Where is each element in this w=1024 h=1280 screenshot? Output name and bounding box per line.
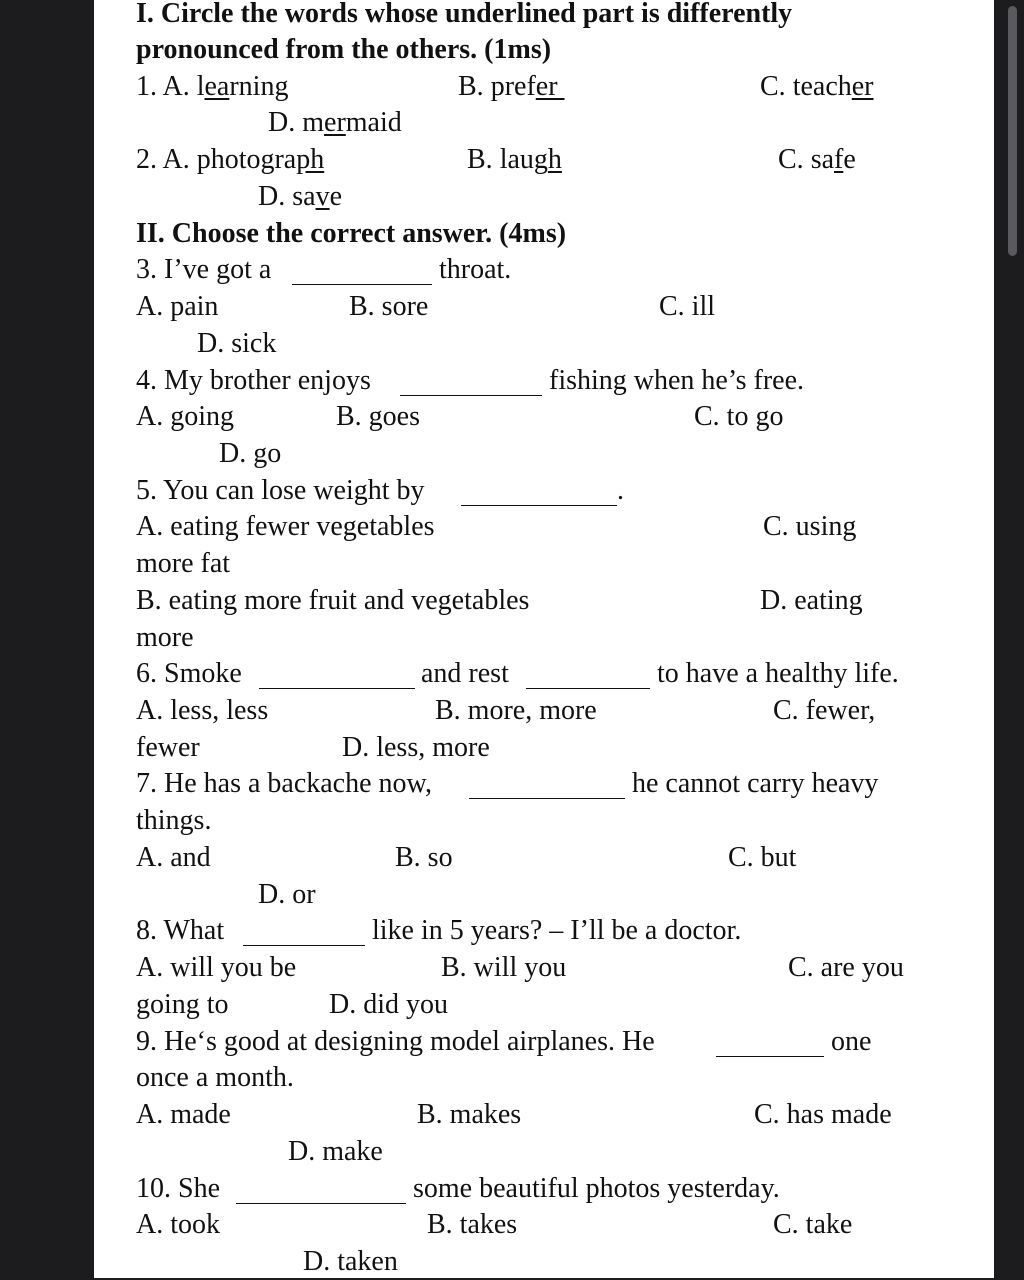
q6-option-d: D. less, more: [342, 732, 490, 763]
q5-option-d-continued: more: [136, 622, 194, 653]
q7-option-d: D. or: [258, 879, 316, 910]
q1-a-underlined: ea: [204, 71, 230, 102]
q3-answer-blank[interactable]: [292, 284, 432, 285]
q3-option-a: A. pain: [136, 291, 219, 322]
q4-option-c: C. to go: [694, 401, 784, 432]
q8-option-a: A. will you be: [136, 952, 297, 983]
q6-stem-post: to have a healthy life.: [657, 658, 899, 689]
q5-stem-post: .: [617, 475, 624, 506]
q1-c-underlined: er: [851, 71, 874, 102]
q8-stem-post: like in 5 years? – I’ll be a doctor.: [372, 915, 742, 946]
section-1-heading-line-1: I. Circle the words whose underlined part is differently: [136, 0, 793, 29]
q9-option-a: A. made: [136, 1099, 231, 1130]
q10-option-a: A. took: [136, 1209, 220, 1240]
q1-option-a: [136, 69, 288, 105]
q7-stem-continued: things.: [136, 805, 212, 836]
section-2-heading: II. Choose the correct answer. (4ms): [136, 218, 567, 249]
q10-answer-blank[interactable]: [236, 1203, 406, 1204]
q9-stem-continued: once a month.: [136, 1062, 294, 1093]
q2-d-underlined: v: [315, 181, 330, 212]
q5-option-c: C. using: [763, 511, 857, 542]
q2-c-post: e: [843, 144, 856, 175]
q3-stem-post: throat.: [439, 254, 512, 285]
q2-d-letter: D.: [258, 181, 293, 212]
q1-option-d: [268, 105, 402, 141]
q2-option-c: [778, 142, 856, 178]
q2-a-letter: A.: [162, 144, 197, 175]
q7-stem-post: he cannot carry heavy: [632, 768, 879, 799]
q8-option-b: B. will you: [441, 952, 567, 983]
q9-option-b: B. makes: [417, 1099, 522, 1130]
q2-c-letter: C.: [778, 144, 811, 175]
q5-answer-blank[interactable]: [461, 505, 617, 506]
q6-option-a: A. less, less: [136, 695, 269, 726]
q1-a-pre: l: [196, 71, 205, 102]
q3-stem-pre: 3. I’ve got a: [136, 254, 272, 285]
q8-option-c-continued: going to: [136, 989, 229, 1020]
q10-stem-pre: 10. She: [136, 1173, 220, 1204]
q3-option-d: D. sick: [197, 328, 277, 359]
q1-d-post: maid: [345, 107, 402, 138]
q4-stem-pre: 4. My brother enjoys: [136, 365, 371, 396]
q8-option-d: D. did you: [329, 989, 448, 1020]
q1-option-c: [760, 69, 874, 105]
q1-c-letter: C.: [760, 71, 793, 102]
q2-d-pre: sa: [292, 181, 316, 212]
q9-option-c: C. has made: [754, 1099, 892, 1130]
q6-option-c: C. fewer,: [773, 695, 876, 726]
q6-stem-pre: 6. Smoke: [136, 658, 242, 689]
q4-option-b: B. goes: [336, 401, 420, 432]
q2-number: 2.: [136, 144, 157, 175]
q1-number: 1.: [136, 71, 157, 102]
q9-answer-blank[interactable]: [716, 1056, 824, 1057]
q1-option-b: [458, 69, 565, 105]
q2-a-underlined: ph: [296, 144, 325, 175]
q8-answer-blank[interactable]: [243, 945, 365, 946]
q1-c-pre: teach: [792, 71, 852, 102]
q10-option-b: B. takes: [427, 1209, 518, 1240]
q2-b-underlined: h: [547, 144, 562, 175]
q5-option-d: D. eating: [760, 585, 863, 616]
scrollbar[interactable]: [1008, 6, 1017, 256]
q10-option-d: D. taken: [303, 1246, 398, 1277]
q7-stem-pre: 7. He has a backache now,: [136, 768, 432, 799]
q2-option-a: [136, 142, 324, 178]
q9-stem-pre: 9. He‘s good at designing model airplanes. He: [136, 1026, 655, 1057]
q1-a-letter: A.: [162, 71, 197, 102]
q3-option-b: B. sore: [349, 291, 429, 322]
q5-option-c-continued: more fat: [136, 548, 231, 579]
q1-a-post: rning: [229, 71, 289, 102]
q2-option-b: [467, 142, 562, 178]
q6-stem-mid: and rest: [421, 658, 509, 689]
q1-b-letter: B.: [458, 71, 491, 102]
q4-option-d: D. go: [219, 438, 282, 469]
q5-option-a: A. eating fewer vegetables: [136, 511, 435, 542]
section-1-heading-line-2: pronounced from the others. (1ms): [136, 34, 552, 65]
q7-option-c: C. but: [728, 842, 797, 873]
q5-option-b: B. eating more fruit and vegetables: [136, 585, 530, 616]
q9-stem-post: one: [831, 1026, 872, 1057]
q1-d-letter: D.: [268, 107, 303, 138]
q1-d-pre: m: [302, 107, 325, 138]
q2-b-letter: B.: [467, 144, 500, 175]
q8-option-c: C. are you: [788, 952, 904, 983]
q10-option-c: C. take: [773, 1209, 853, 1240]
q4-option-a: A. going: [136, 401, 234, 432]
q3-option-c: C. ill: [659, 291, 716, 322]
q2-c-underlined: f: [834, 144, 844, 175]
q4-answer-blank[interactable]: [400, 395, 542, 396]
q1-b-pre: pref: [490, 71, 536, 102]
q6-answer-blank-1[interactable]: [259, 688, 415, 689]
q8-stem-pre: 8. What: [136, 915, 225, 946]
q1-b-underlined: er: [535, 71, 565, 102]
q2-c-pre: sa: [810, 144, 835, 175]
q6-option-c-continued: fewer: [136, 732, 200, 763]
q4-stem-post: fishing when he’s free.: [549, 365, 805, 396]
q2-a-pre: photogra: [196, 144, 297, 175]
q6-answer-blank-2[interactable]: [526, 688, 650, 689]
q7-answer-blank[interactable]: [469, 798, 625, 799]
q2-option-d: [258, 179, 342, 215]
q9-option-d: D. make: [288, 1136, 383, 1167]
q7-option-a: A. and: [136, 842, 211, 873]
q1-d-underlined: er: [324, 107, 346, 138]
q7-option-b: B. so: [395, 842, 453, 873]
q10-stem-post: some beautiful photos yesterday.: [413, 1173, 780, 1204]
q2-d-post: e: [329, 181, 342, 212]
q5-stem-pre: 5. You can lose weight by: [136, 475, 425, 506]
q6-option-b: B. more, more: [435, 695, 597, 726]
q2-b-pre: laug: [499, 144, 548, 175]
